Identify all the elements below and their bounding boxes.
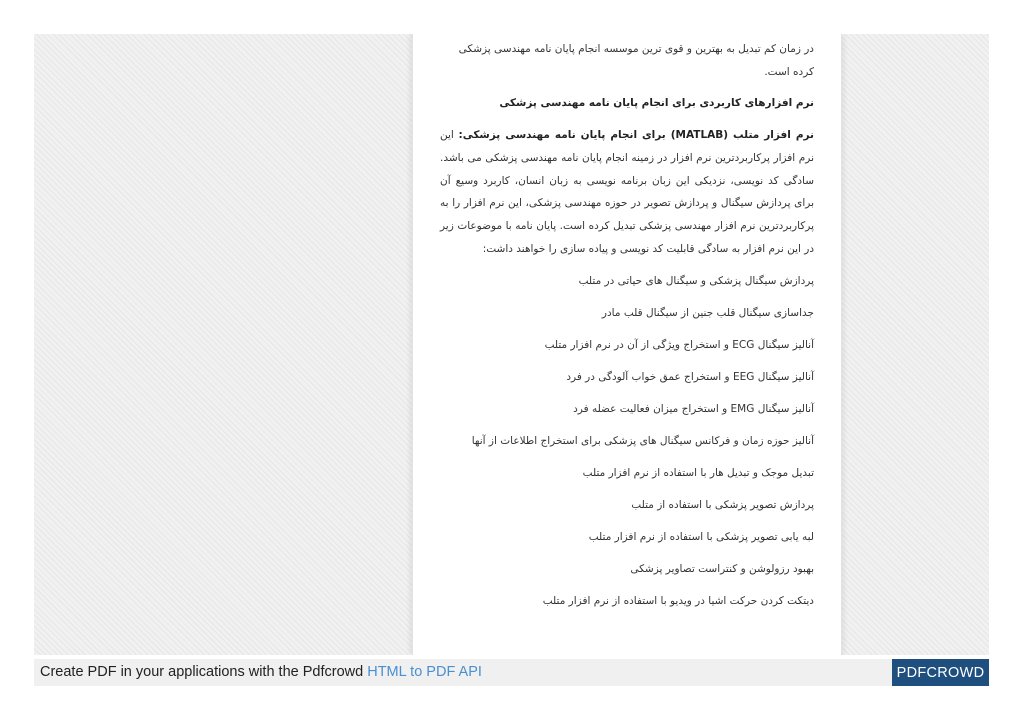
- pdf-footer: [34, 659, 989, 686]
- matlab-body: این نرم افزار پرکاربردترین نرم افزار در زمینه انجام پایان نامه مهندسی پزشکی می باشد. سادگی کد نویسی، نزدیکی این زبان برنامه نویسی به زبان انسان، کاربرد وسیع آن برای پردازش سیگنال و پردازش تصویر در حوزه مهندسی پزشکی، این نرم افزار را به پرکاربردترین نرم افزار مهندسی پزشکی تبدیل کرده است. پایان نامه با موضوعات زیر در این نرم افزار به سادگی قابلیت کد نویسی و پیاده سازی را خواهند داشت:: [440, 129, 814, 255]
- footer-prefix: Create PDF in your applications with the Pdfcrowd: [40, 664, 368, 680]
- topic-list: [440, 270, 814, 613]
- list-item: آنالیز سیگنال EMG و استخراج میزان فعالیت عضله فرد: [573, 402, 814, 415]
- intro-line-2: کرده است.: [764, 65, 814, 78]
- matlab-paragraph: [440, 124, 814, 260]
- section-heading: نرم افزارهای کاربردی برای انجام پایان نامه مهندسی پزشکی: [499, 97, 814, 110]
- list-item: آنالیز حوزه زمان و فرکانس سیگنال های پزشکی برای استخراج اطلاعات از آنها: [471, 434, 814, 447]
- matlab-heading: نرم افزار متلب (MATLAB) برای انجام پایان نامه مهندسی پزشکی:: [458, 129, 815, 142]
- list-item: پردازش سیگنال پزشکی و سیگنال های حیاتی در متلب: [578, 274, 814, 287]
- list-item: بهبود رزولوشن و کنتراست تصاویر پزشکی: [630, 562, 814, 575]
- list-item: آنالیز سیگنال EEG و استخراج عمق خواب آلودگی در فرد: [566, 370, 814, 383]
- pdfcrowd-brand-button[interactable]: PDFCROWD: [892, 659, 989, 686]
- page-background: [34, 34, 989, 655]
- intro-line-1: در زمان کم تبدیل به بهترین و قوی ترین موسسه انجام پایان نامه مهندسی پزشکی: [458, 43, 814, 55]
- html-to-pdf-api-link[interactable]: HTML to PDF API: [367, 664, 482, 680]
- list-item: لبه یابی تصویر پزشکی با استفاده از نرم افزار متلب: [588, 530, 814, 543]
- list-item: دیتکت کردن حرکت اشیا در ویدیو با استفاده از نرم افزار متلب: [542, 594, 814, 607]
- footer-text: [40, 664, 482, 680]
- document-page: [412, 34, 842, 655]
- list-item: جداسازی سیگنال قلب جنین از سیگنال قلب مادر: [601, 306, 814, 319]
- article-body: [440, 38, 814, 612]
- list-item: پردازش تصویر پزشکی با استفاده از متلب: [631, 498, 814, 511]
- list-item: آنالیز سیگنال ECG و استخراج ویژگی از آن در نرم افزار متلب: [544, 338, 814, 351]
- list-item: تبدیل موجک و تبدیل هار با استفاده از نرم افزار متلب: [582, 466, 814, 479]
